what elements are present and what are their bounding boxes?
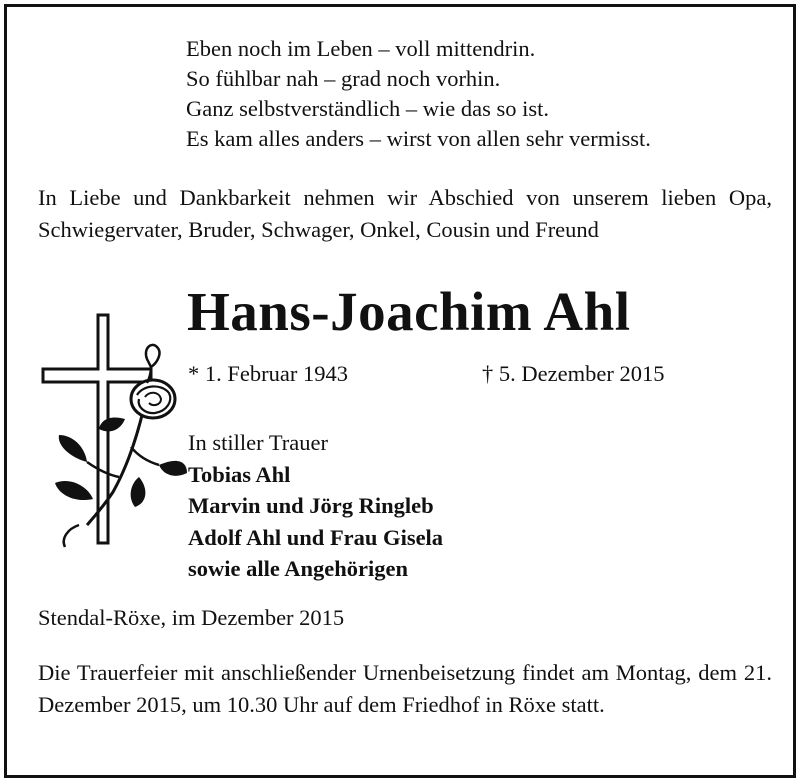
farewell-text: In Liebe und Dankbarkeit nehmen wir Abschied von unserem lieben Opa, Schwiegervater, Bruder, Schwager, Onkel, Cousin und Freund [38, 185, 772, 242]
death-date: † 5. Dezember 2015 [482, 361, 665, 386]
mourner-name: sowie alle Angehörigen [188, 556, 408, 581]
mourner-name: Tobias Ahl [188, 461, 291, 487]
mourner-name: Marvin und Jörg Ringleb [188, 493, 434, 518]
poem-line: Es kam alles anders – wirst von allen sehr vermisst. [186, 126, 651, 151]
mourners-list [188, 427, 443, 585]
birth-date: * 1. Februar 1943 [188, 361, 348, 386]
poem [186, 34, 651, 154]
poem-line: Eben noch im Leben – voll mittendrin. [186, 36, 536, 61]
funeral-notice: Die Trauerfeier mit anschließender Urnenbeisetzung findet am Montag, dem 21. Dezember 2015, um 10.30 Uhr auf dem Friedhof in Röxe statt. [38, 660, 772, 717]
poem-line: So fühlbar nah – grad noch vorhin. [186, 66, 501, 91]
deceased-name: Hans-Joachim Ahl [187, 281, 631, 342]
cross-with-rose-icon [39, 307, 189, 552]
mourners-heading: In stiller Trauer [188, 430, 328, 455]
poem-line: Ganz selbstverständlich – wie das so ist. [186, 96, 550, 121]
place-and-date: Stendal-Röxe, im Dezember 2015 [38, 605, 345, 630]
mourner-name: Adolf Ahl und Frau Gisela [188, 524, 444, 550]
obituary-notice [4, 4, 796, 778]
